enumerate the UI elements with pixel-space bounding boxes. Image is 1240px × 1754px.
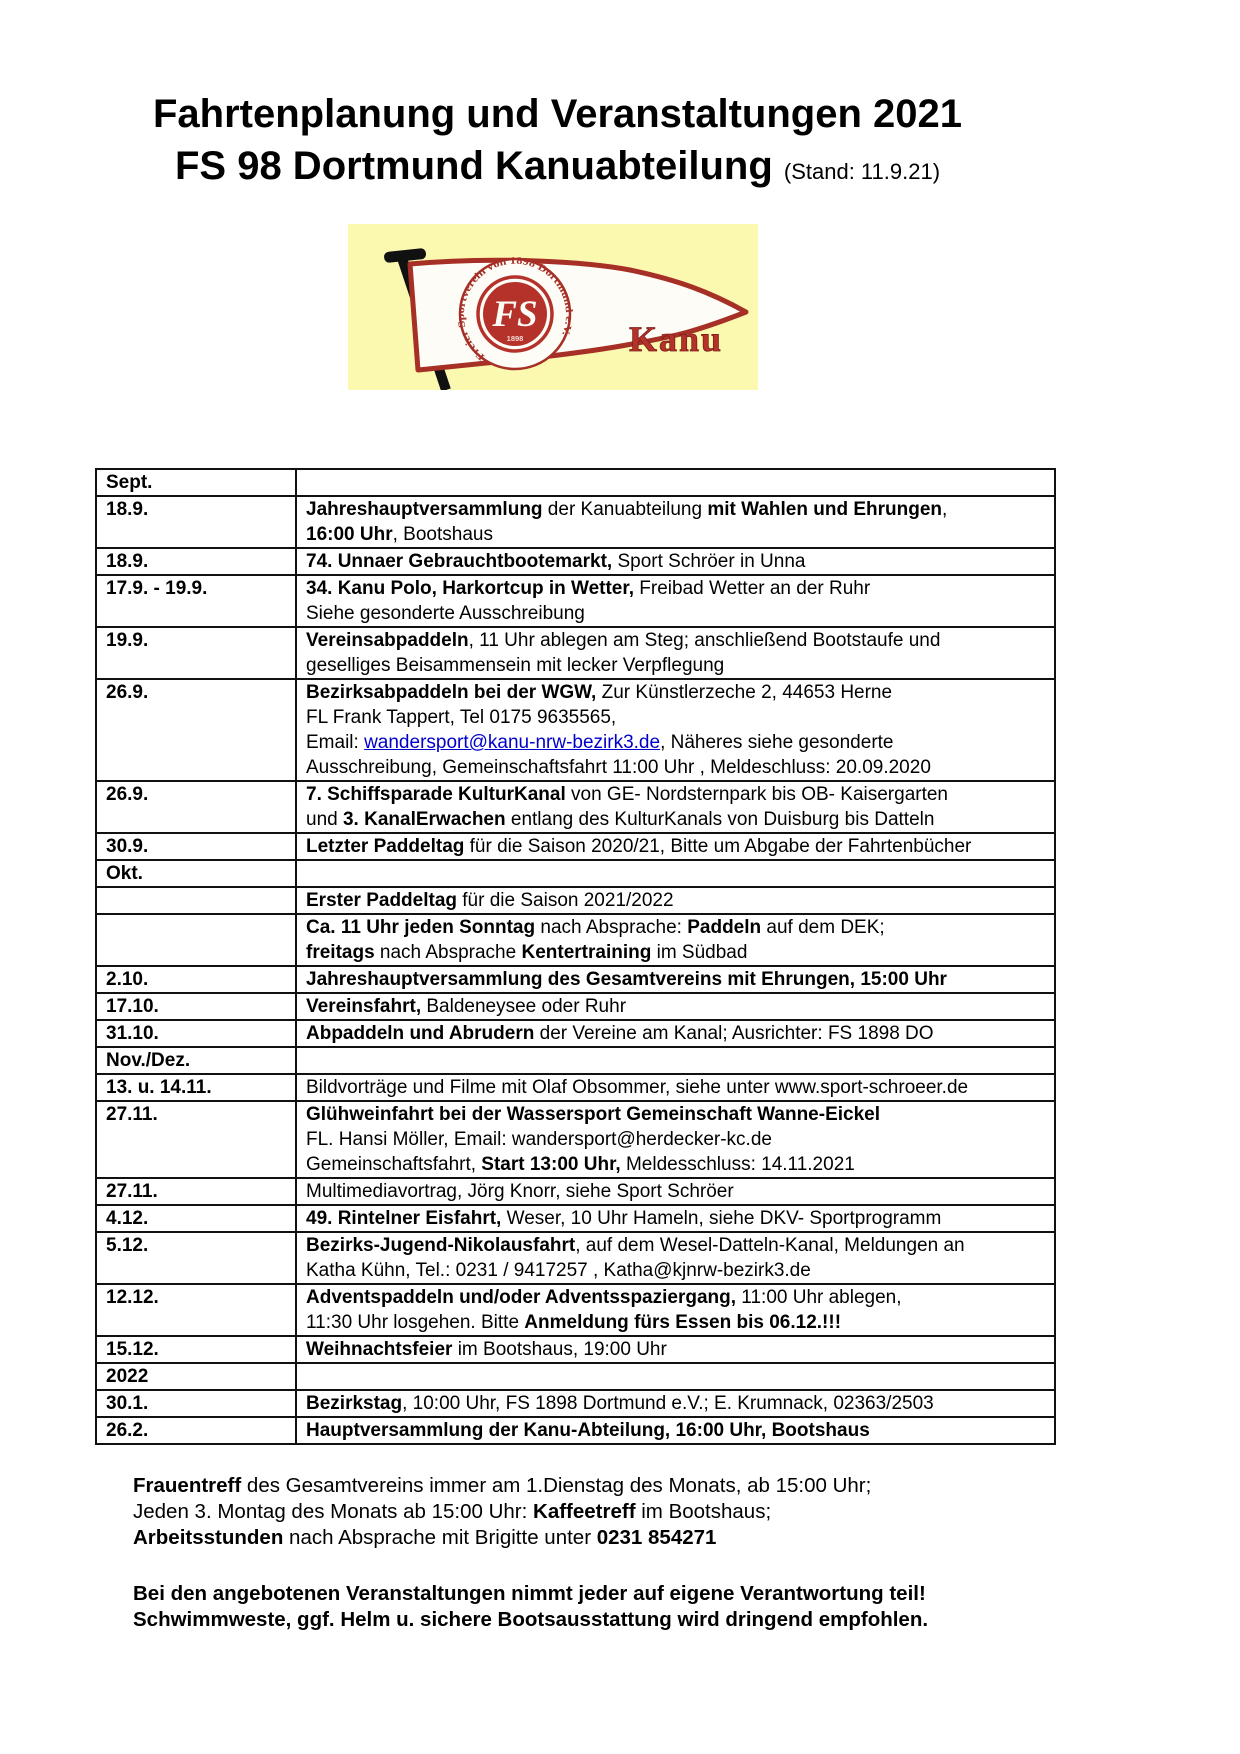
- page-content: [95, 0, 1020, 1633]
- table-row: [96, 781, 1055, 833]
- table-row: [96, 1363, 1055, 1390]
- bold-text: Hauptversammlung der Kanu-Abteilung, 16:00 Uhr, Bootshaus: [306, 1420, 870, 1441]
- event-cell: [296, 833, 1055, 860]
- bold-text: 74. Unnaer Gebrauchtbootemarkt,: [306, 551, 613, 572]
- event-cell: [296, 860, 1055, 887]
- text-run: Katha Kühn, Tel.: 0231 / 9417257 , Katha@kjnrw-bezirk3.de: [306, 1260, 811, 1281]
- text-run: Bildvorträge und Filme mit Olaf Obsommer, siehe unter www.sport-schroeer.de: [306, 1077, 969, 1098]
- event-cell: [296, 496, 1055, 548]
- title-line1: Fahrtenplanung und Veranstaltungen 2021: [152, 92, 963, 136]
- table-row: [96, 966, 1055, 993]
- footer-disclaimer: [133, 1581, 1020, 1633]
- date-cell: 13. u. 14.11.: [96, 1074, 296, 1101]
- bold-text: Anmeldung fürs Essen bis 06.12.!!!: [524, 1312, 842, 1333]
- bold-text: Bezirks-Jugend-Nikolausfahrt: [306, 1235, 576, 1256]
- emblem-circle-text: Freier Sportverein von 1898 Dortmund e.V.: [455, 255, 575, 363]
- table-row: [96, 1336, 1055, 1363]
- date-cell: 19.9.: [96, 627, 296, 679]
- table-row: [96, 469, 1055, 496]
- title-stand-note: (Stand: 11.9.21): [783, 159, 941, 184]
- email-link[interactable]: wandersport@kanu-nrw-bezirk3.de: [364, 732, 661, 753]
- event-cell: [296, 575, 1055, 627]
- text-run: , auf dem Wesel-Datteln-Kanal, Meldungen an: [575, 1235, 965, 1256]
- text-run: auf dem DEK;: [761, 917, 885, 938]
- event-cell: [296, 1363, 1055, 1390]
- text-run: von GE- Nordsternpark bis OB- Kaisergarten: [565, 784, 948, 805]
- bold-text: Start 13:00 Uhr,: [481, 1154, 621, 1175]
- bold-text: 0231 854271: [596, 1526, 717, 1549]
- pennant-label: Kanu: [629, 319, 724, 359]
- table-row: [96, 1047, 1055, 1074]
- table-row: [96, 1074, 1055, 1101]
- date-cell: 17.10.: [96, 993, 296, 1020]
- table-row: [96, 1101, 1055, 1178]
- date-cell: 4.12.: [96, 1205, 296, 1232]
- text-run: Meldesschluss: 14.11.2021: [620, 1154, 855, 1175]
- date-cell: 26.9.: [96, 679, 296, 781]
- text-run: für die Saison 2021/2022: [457, 890, 674, 911]
- text-run: Weser, 10 Uhr Hameln, siehe DKV- Sportprogramm: [501, 1208, 942, 1229]
- date-cell: 31.10.: [96, 1020, 296, 1047]
- event-cell: [296, 1284, 1055, 1336]
- bold-text: 7. Schiffsparade KulturKanal: [306, 784, 566, 805]
- text-run: entlang des KulturKanals von Duisburg bis Datteln: [505, 809, 935, 830]
- table-row: [96, 679, 1055, 781]
- date-cell: [96, 887, 296, 914]
- date-cell: 2022: [96, 1363, 296, 1390]
- bold-text: Arbeitsstunden: [133, 1526, 284, 1549]
- text-run: Gemeinschaftsfahrt,: [306, 1154, 482, 1175]
- event-cell: [296, 679, 1055, 781]
- bold-text: Glühweinfahrt bei der Wassersport Gemeinschaft Wanne-Eickel: [306, 1104, 881, 1125]
- text-run: nach Absprache mit Brigitte unter: [283, 1526, 597, 1549]
- table-row: [96, 548, 1055, 575]
- bold-text: 3. KanalErwachen: [342, 809, 506, 830]
- text-run: Siehe gesonderte Ausschreibung: [306, 603, 585, 624]
- bold-text: Jahreshauptversammlung des Gesamtvereins mit Ehrungen, 15:00 Uhr: [306, 969, 947, 990]
- bold-text: Bezirkstag: [306, 1393, 403, 1414]
- text-run: , 10:00 Uhr, FS 1898 Dortmund e.V.; E. Krumnack, 02363/2503: [402, 1393, 934, 1414]
- text-run: Multimediavortrag, Jörg Knorr, siehe Sport Schröer: [306, 1181, 734, 1202]
- bold-text: Frauentreff: [133, 1474, 242, 1497]
- table-row: [96, 1205, 1055, 1232]
- table-row: [96, 575, 1055, 627]
- bold-text: Kentertraining: [521, 942, 652, 963]
- text-run: im Südbad: [651, 942, 748, 963]
- text-run: des Gesamtvereins immer am 1.Dienstag des Monats, ab 15:00 Uhr;: [241, 1474, 872, 1497]
- table-row: [96, 833, 1055, 860]
- text-run: 11:30 Uhr losgehen. Bitte: [306, 1312, 525, 1333]
- text-run: Freibad Wetter an der Ruhr: [634, 578, 871, 599]
- event-cell: [296, 1178, 1055, 1205]
- table-row: [96, 1284, 1055, 1336]
- text-run: FL Frank Tappert, Tel 0175 9635565,: [306, 707, 617, 728]
- date-cell: 18.9.: [96, 496, 296, 548]
- date-cell: [96, 914, 296, 966]
- text-run: , 11 Uhr ablegen am Steg; anschließend Bootstaufe und: [468, 630, 941, 651]
- table-row: [96, 1417, 1055, 1444]
- text-run: Jeden 3. Montag des Monats ab 15:00 Uhr:: [133, 1500, 534, 1523]
- bold-text: mit Wahlen und Ehrungen: [707, 499, 942, 520]
- date-cell: 12.12.: [96, 1284, 296, 1336]
- bold-text: 34. Kanu Polo, Harkortcup in Wetter,: [306, 578, 634, 599]
- text-run: Zur Künstlerzeche 2, 44653 Herne: [596, 682, 893, 703]
- footer-notes: [133, 1473, 1020, 1551]
- bold-text: Adventspaddeln und/oder Adventsspaziergang,: [306, 1287, 737, 1308]
- text-run: für die Saison 2020/21, Bitte um Abgabe der Fahrtenbücher: [464, 836, 972, 857]
- date-cell: 15.12.: [96, 1336, 296, 1363]
- bold-text: 49. Rintelner Eisfahrt,: [306, 1208, 502, 1229]
- club-flag-logo: [348, 224, 758, 390]
- bold-text: Paddeln: [687, 917, 762, 938]
- date-cell: 26.9.: [96, 781, 296, 833]
- event-cell: [296, 993, 1055, 1020]
- event-cell: [296, 1020, 1055, 1047]
- date-cell: Sept.: [96, 469, 296, 496]
- text-run: im Bootshaus;: [635, 1500, 772, 1523]
- date-cell: 18.9.: [96, 548, 296, 575]
- event-cell: [296, 1232, 1055, 1284]
- bold-text: Ca. 11 Uhr jeden Sonntag: [306, 917, 536, 938]
- date-cell: 17.9. - 19.9.: [96, 575, 296, 627]
- date-cell: 5.12.: [96, 1232, 296, 1284]
- page-title: [95, 88, 1020, 198]
- event-cell: [296, 1101, 1055, 1178]
- bold-text: Bezirksabpaddeln bei der WGW,: [306, 682, 597, 703]
- text-run: nach Absprache:: [535, 917, 688, 938]
- event-cell: [296, 1417, 1055, 1444]
- bold-text: Vereinsabpaddeln: [306, 630, 469, 651]
- text-run: nach Absprache: [374, 942, 522, 963]
- date-cell: Okt.: [96, 860, 296, 887]
- date-cell: 30.9.: [96, 833, 296, 860]
- event-cell: [296, 548, 1055, 575]
- schedule-table: [95, 468, 1056, 1445]
- title-line2: FS 98 Dortmund Kanuabteilung: [174, 144, 773, 188]
- bold-text: 16:00 Uhr: [306, 524, 393, 545]
- emblem-year: 1898: [506, 334, 524, 343]
- emblem-initials: FS: [492, 294, 538, 335]
- event-cell: [296, 627, 1055, 679]
- event-cell: [296, 1205, 1055, 1232]
- table-row: [96, 496, 1055, 548]
- date-cell: 30.1.: [96, 1390, 296, 1417]
- text-run: geselliges Beisammensein mit lecker Verpflegung: [306, 655, 725, 676]
- event-cell: [296, 1336, 1055, 1363]
- date-cell: 26.2.: [96, 1417, 296, 1444]
- table-row: [96, 914, 1055, 966]
- text-run: und: [306, 809, 343, 830]
- text-run: ,: [942, 499, 948, 520]
- table-row: [96, 993, 1055, 1020]
- text-run: der Vereine am Kanal; Ausrichter: FS 1898 DO: [534, 1023, 934, 1044]
- bold-text: Vereinsfahrt,: [306, 996, 422, 1017]
- table-row: [96, 1232, 1055, 1284]
- bold-text: Abpaddeln und Abrudern: [306, 1023, 535, 1044]
- text-run: Sport Schröer in Unna: [612, 551, 806, 572]
- bold-text: Letzter Paddeltag: [306, 836, 465, 857]
- date-cell: 27.11.: [96, 1101, 296, 1178]
- event-cell: [296, 1047, 1055, 1074]
- table-row: [96, 627, 1055, 679]
- event-cell: [296, 1074, 1055, 1101]
- event-cell: [296, 1390, 1055, 1417]
- bold-text: Jahreshauptversammlung: [306, 499, 543, 520]
- text-run: , Bootshaus: [392, 524, 493, 545]
- event-cell: [296, 781, 1055, 833]
- event-cell: [296, 887, 1055, 914]
- text-run: der Kanuabteilung: [542, 499, 708, 520]
- event-cell: [296, 469, 1055, 496]
- event-cell: [296, 914, 1055, 966]
- bold-text: Bei den angebotenen Veranstaltungen nimmt jeder auf eigene Verantwortung teil!: [133, 1582, 926, 1605]
- text-run: 11:00 Uhr ablegen,: [736, 1287, 902, 1308]
- text-run: FL. Hansi Möller, Email: wandersport@herdecker-kc.de: [306, 1129, 772, 1150]
- table-row: [96, 887, 1055, 914]
- bold-text: Kaffeetreff: [533, 1500, 636, 1523]
- date-cell: Nov./Dez.: [96, 1047, 296, 1074]
- date-cell: 2.10.: [96, 966, 296, 993]
- text-run: , Näheres siehe gesonderte: [660, 732, 894, 753]
- table-row: [96, 860, 1055, 887]
- text-run: Ausschreibung, Gemeinschaftsfahrt 11:00 Uhr , Meldeschluss: 20.09.2020: [306, 757, 931, 778]
- bold-text: Erster Paddeltag: [306, 890, 457, 911]
- table-row: [96, 1178, 1055, 1205]
- event-cell: [296, 966, 1055, 993]
- date-cell: 27.11.: [96, 1178, 296, 1205]
- text-run: im Bootshaus, 19:00 Uhr: [452, 1339, 667, 1360]
- bold-text: Schwimmweste, ggf. Helm u. sichere Bootsausstattung wird dringend empfohlen.: [133, 1608, 929, 1631]
- text-run: Email:: [306, 732, 365, 753]
- table-row: [96, 1390, 1055, 1417]
- bold-text: Weihnachtsfeier: [306, 1339, 453, 1360]
- table-row: [96, 1020, 1055, 1047]
- schedule-body: [96, 469, 1055, 1444]
- bold-text: freitags: [306, 942, 375, 963]
- text-run: Baldeneysee oder Ruhr: [421, 996, 627, 1017]
